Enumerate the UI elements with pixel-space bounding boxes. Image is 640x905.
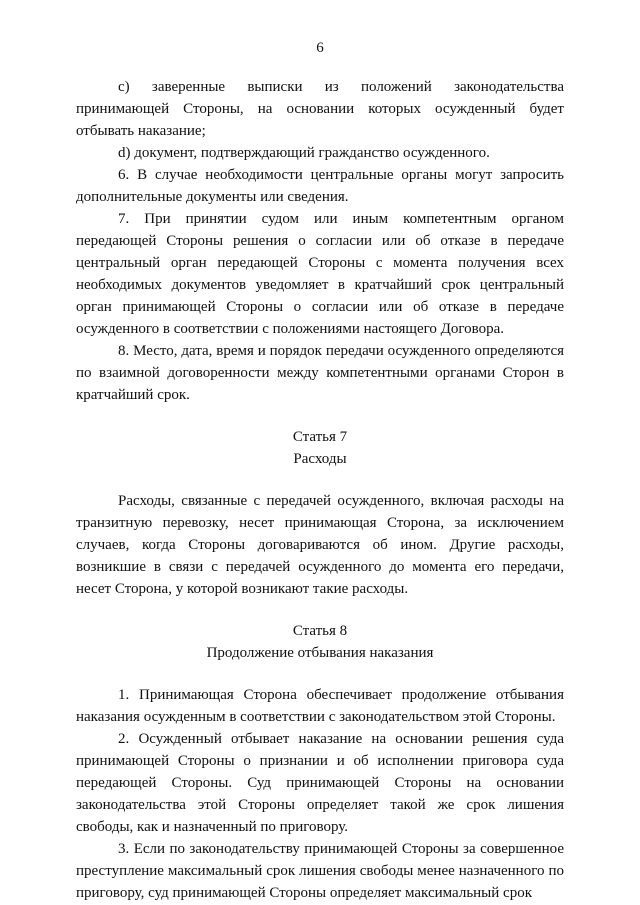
article-7-title: Расходы [293,451,347,467]
article-8-title: Продолжение отбывания наказания [206,645,434,661]
article-7-number: Статья 7 [292,429,348,445]
page-number: 6 [316,40,324,56]
article-7-paragraph: Расходы, связанные с передачей осужденного, включая расходы на транзитную перевозку, несет принимающая Сторона, за исключением случаев, когда Стороны договариваются об ином. Другие расходы, возникшие в связи с передачей осужденного до момента его передачи, несет Сторона, у которой возникают такие расходы. [76,493,564,597]
paragraph-clause-7: 7. При принятии судом или иным компетентным органом передающей Стороны решения о согласии или об отказе в передаче центральный орган передающей Стороны с момента получения всех необходимых документов уведомляет в кратчайший срок центральный орган принимающей Стороны о согласии или об отказе в передаче осужденного в соответствии с положениями настоящего Договора. [76,211,564,337]
article-8-paragraph-2: 2. Осужденный отбывает наказание на основании решения суда принимающей Стороны о признании и об исполнении приговора суда передающей Стороны. Суд принимающей Стороны на основании законодательства этой Стороны определяет такой же срок лишения свободы, как и назначенный по приговору. [76,731,564,835]
article-8-number: Статья 8 [292,623,348,639]
paragraph-clause-6: 6. В случае необходимости центральные органы могут запросить дополнительные документы или сведения. [76,167,564,205]
document-body [76,76,564,904]
article-8-paragraph-1: 1. Принимающая Сторона обеспечивает продолжение отбывания наказания осужденным в соответствии с законодательством этой Стороны. [76,687,564,725]
paragraph-item-d: d) документ, подтверждающий гражданство осужденного. [118,145,490,161]
paragraph-clause-8: 8. Место, дата, время и порядок передачи осужденного определяются по взаимной договоренности между компетентными органами Сторон в кратчайший срок. [76,343,564,403]
article-8-paragraph-3: 3. Если по законодательству принимающей Стороны за совершенное преступление максимальный срок лишения свободы менее назначенного по приговору, суд принимающей Стороны определяет максимальный срок [76,841,564,901]
paragraph-item-c: с) заверенные выписки из положений законодательства принимающей Стороны, на основании которых осужденный будет отбывать наказание; [76,79,564,139]
